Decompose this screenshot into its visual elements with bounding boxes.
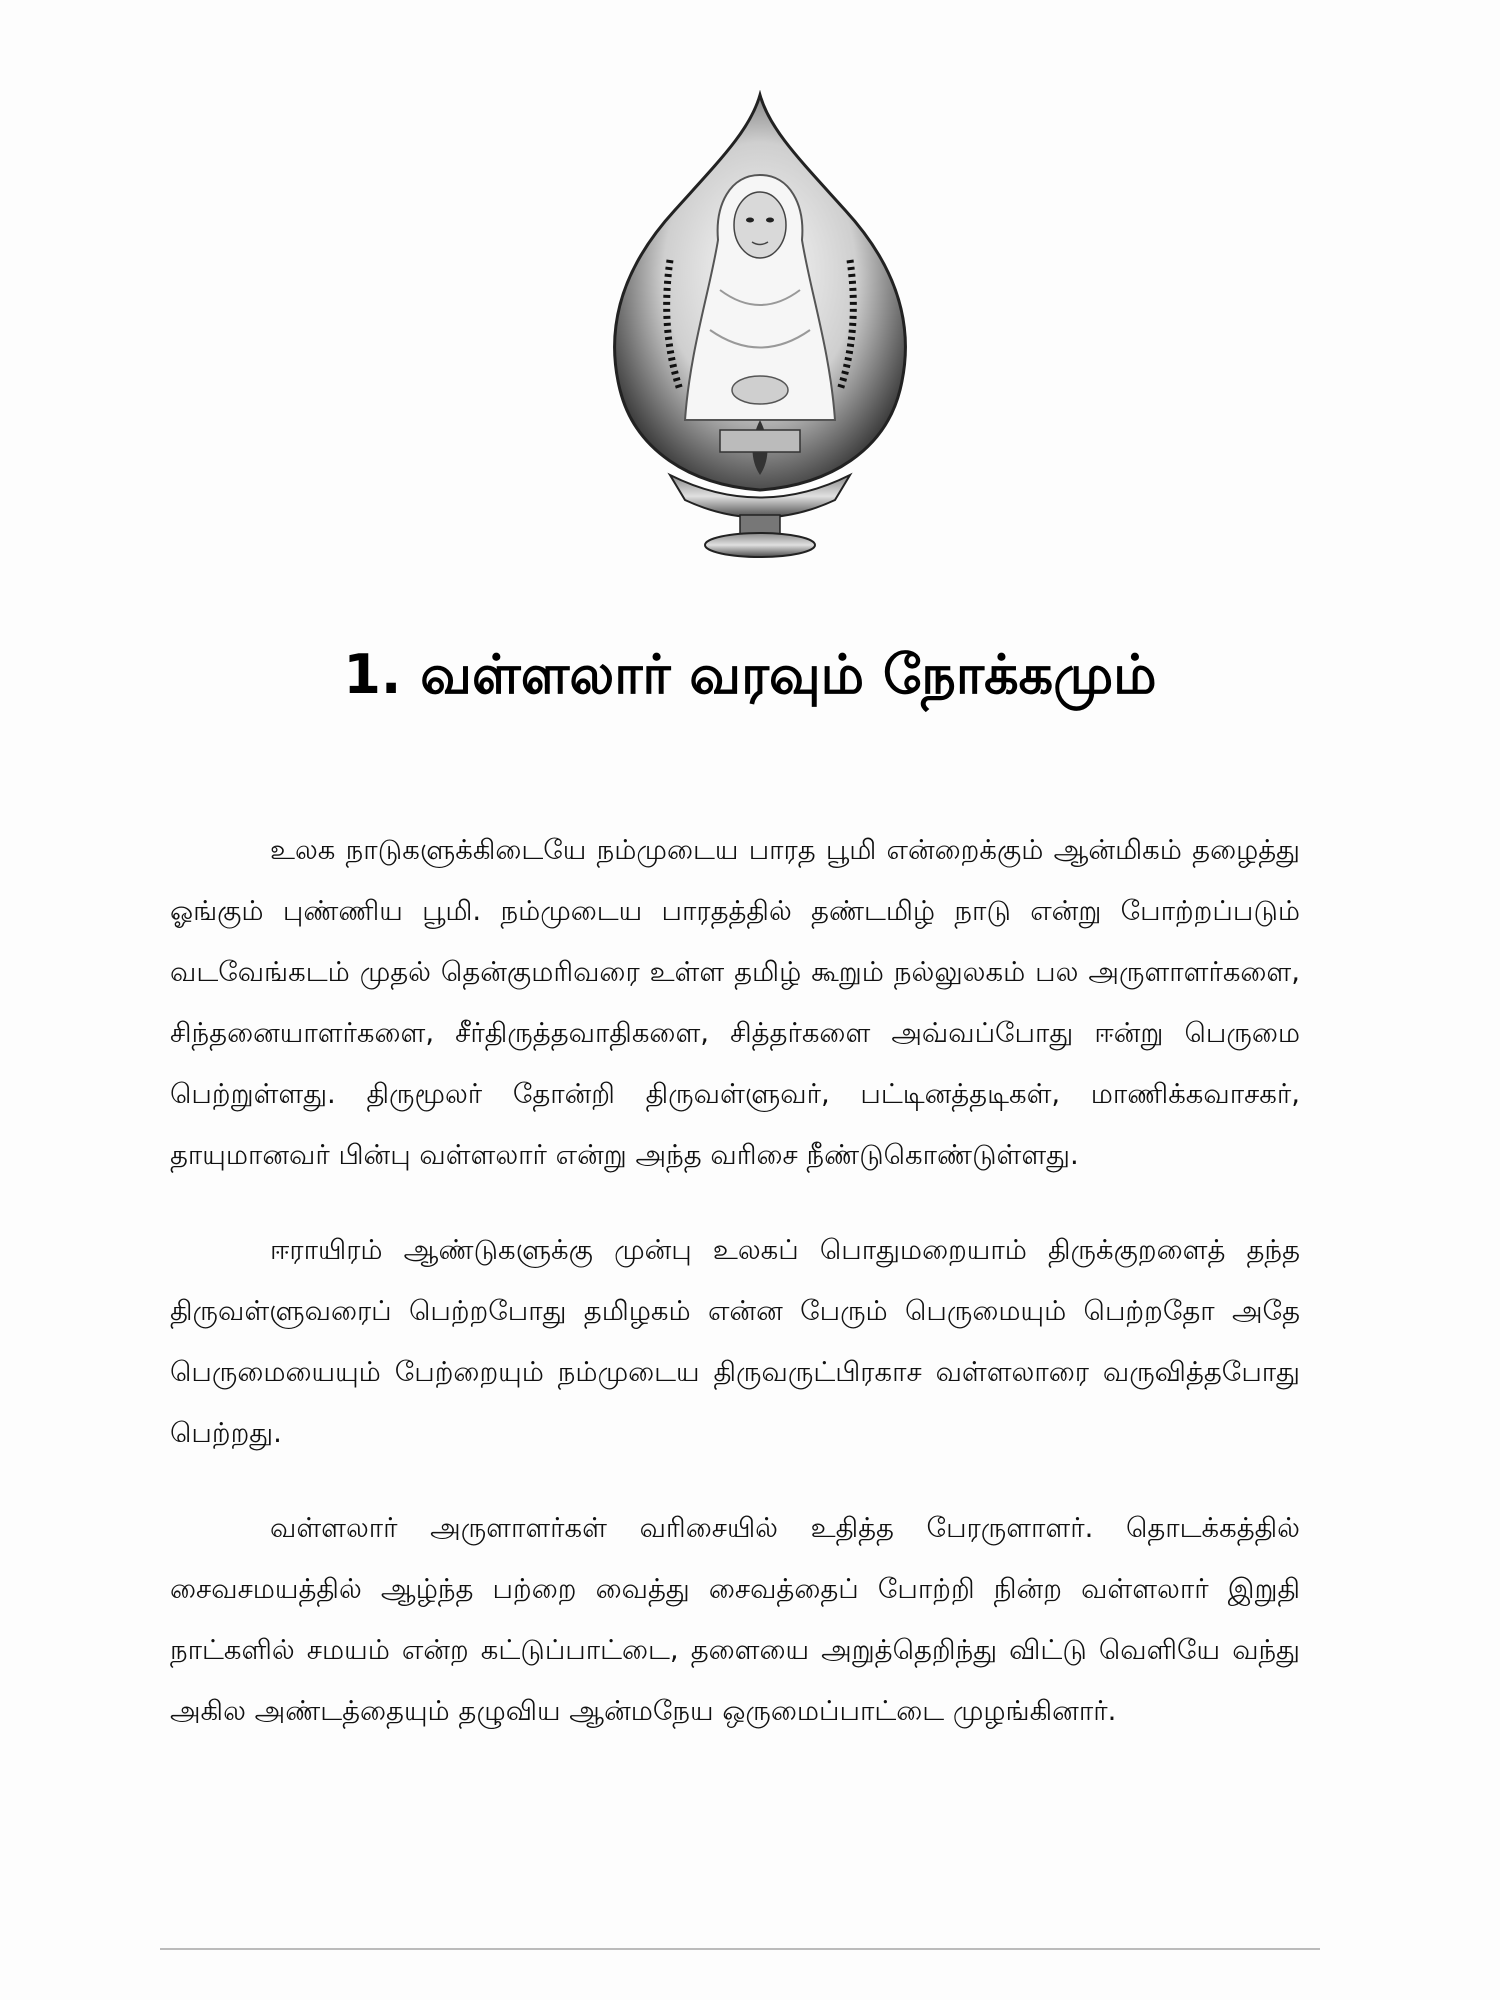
paragraph: உலக நாடுகளுக்கிடையே நம்முடைய பாரத பூமி என்றைக்கும் ஆன்மிகம் தழைத்து ஓங்கும் புண்ணிய பூமி. நம்முடைய பாரதத்தில் தண்டமிழ் நாடு என்று போற்றப்படும் வடவேங்கடம் முதல் தென்குமரிவரை உள்ள தமிழ் கூறும் நல்லுலகம் பல அருளாளர்களை, சிந்தனையாளர்களை, சீர்திருத்தவாதிகளை, சித்தர்களை அவ்வப்போது ஈன்று பெருமை பெற்றுள்ளது. திருமூலர் தோன்றி திருவள்ளுவர், பட்டினத்தடிகள், மாணிக்கவாசகர், தாயுமானவர் பின்பு வள்ளலார் என்று அந்த வரிசை நீண்டுகொண்டுள்ளது.: [170, 834, 1300, 1171]
paragraph: ஈராயிரம் ஆண்டுகளுக்கு முன்பு உலகப் பொதுமறையாம் திருக்குறளைத் தந்த திருவள்ளுவரைப் பெற்றபோது தமிழகம் என்ன பேரும் பெருமையும் பெற்றதோ அதே பெருமையையும் பேற்றையும் நம்முடைய திருவருட்பிரகாச வள்ளலாரை வருவித்தபோது பெற்றது.: [170, 1234, 1300, 1449]
paragraph: வள்ளலார் அருளாளர்கள் வரிசையில் உதித்த பேரருளாளர். தொடக்கத்தில் சைவசமயத்தில் ஆழ்ந்த பற்றை வைத்து சைவத்தைப் போற்றி நின்ற வள்ளலார் இறுதி நாட்களில் சமயம் என்ற கட்டுப்பாட்டை, தளையை அறுத்தெறிந்து விட்டு வெளியே வந்து அகில அண்டத்தையும் தழுவிய ஆன்மநேய ஒருமைப்பாட்டை முழங்கினார்.: [170, 1512, 1300, 1727]
chapter-title: 1. வள்ளலார் வரவும் நோக்கமும்: [343, 643, 1157, 706]
footer-rule: [160, 1948, 1320, 1950]
chapter-body: [170, 820, 1300, 1776]
vallalar-lamp-emblem-icon: [600, 90, 920, 560]
